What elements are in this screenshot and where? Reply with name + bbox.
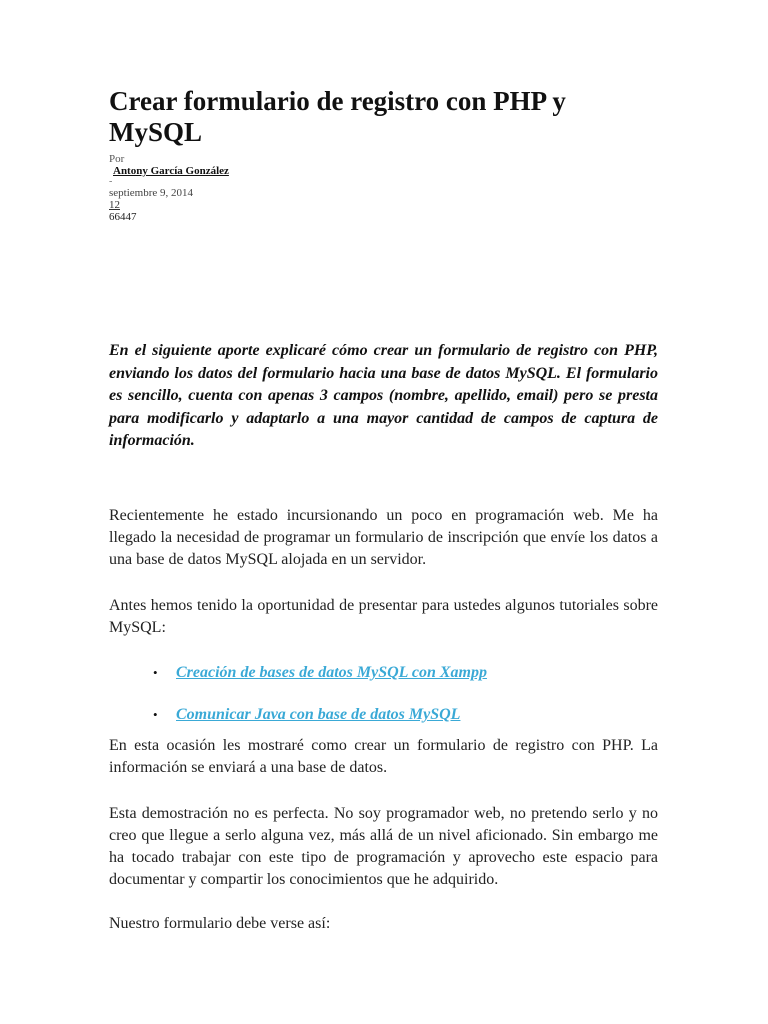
article-lead: En el siguiente aporte explicaré cómo crear un formulario de registro con PHP, enviando los datos del formulario hacia una base de datos MySQL. El formulario es sencillo, cuenta con apenas 3 campos (nombre, apellido, email) pero se presta para modificarlo y adaptarlo a una mayor cantidad de campos de captura de información.	[109, 342, 658, 449]
paragraph-intro: Recientemente he estado incursionando un poco en programación web. Me ha llegado la necesidad de programar un formulario de inscripción que envíe los datos a una base de datos MySQL alojada en un servidor.	[109, 507, 658, 568]
bullet-icon: •	[153, 665, 158, 680]
link-xampp-tutorial[interactable]: Creación de bases de datos MySQL con Xampp	[176, 664, 487, 681]
author-link[interactable]: Antony García González	[113, 165, 229, 177]
paragraph-occasion: En esta ocasión les mostraré como crear un formulario de registro con PHP. La información se enviará a una base de datos.	[109, 737, 658, 776]
related-links-list	[109, 660, 658, 744]
comments-count-link[interactable]: 12	[109, 199, 120, 211]
article-meta	[109, 153, 409, 223]
by-label: Por	[109, 153, 125, 165]
views-count: 66447	[109, 211, 137, 223]
bullet-icon: •	[153, 707, 158, 722]
list-item	[109, 660, 658, 702]
link-java-mysql-tutorial[interactable]: Comunicar Java con base de datos MySQL	[176, 706, 461, 723]
meta-separator: -	[109, 176, 113, 187]
paragraph-tutorials: Antes hemos tenido la oportunidad de presentar para ustedes algunos tutoriales sobre MySQL:	[109, 597, 658, 636]
paragraph-form-preview: Nuestro formulario debe verse así:	[109, 915, 331, 932]
article-title: Crear formulario de registro con PHP y MySQL	[109, 86, 566, 147]
publish-date: septiembre 9, 2014	[109, 187, 194, 199]
paragraph-disclaimer: Esta demostración no es perfecta. No soy programador web, no pretendo serlo y no creo que llegue a serlo alguna vez, más allá de un nivel aficionado. Sin embargo me ha tocado trabajar con este tipo de programación y aprovecho este espacio para documentar y compartir los conocimientos que he adquirido.	[109, 805, 658, 888]
